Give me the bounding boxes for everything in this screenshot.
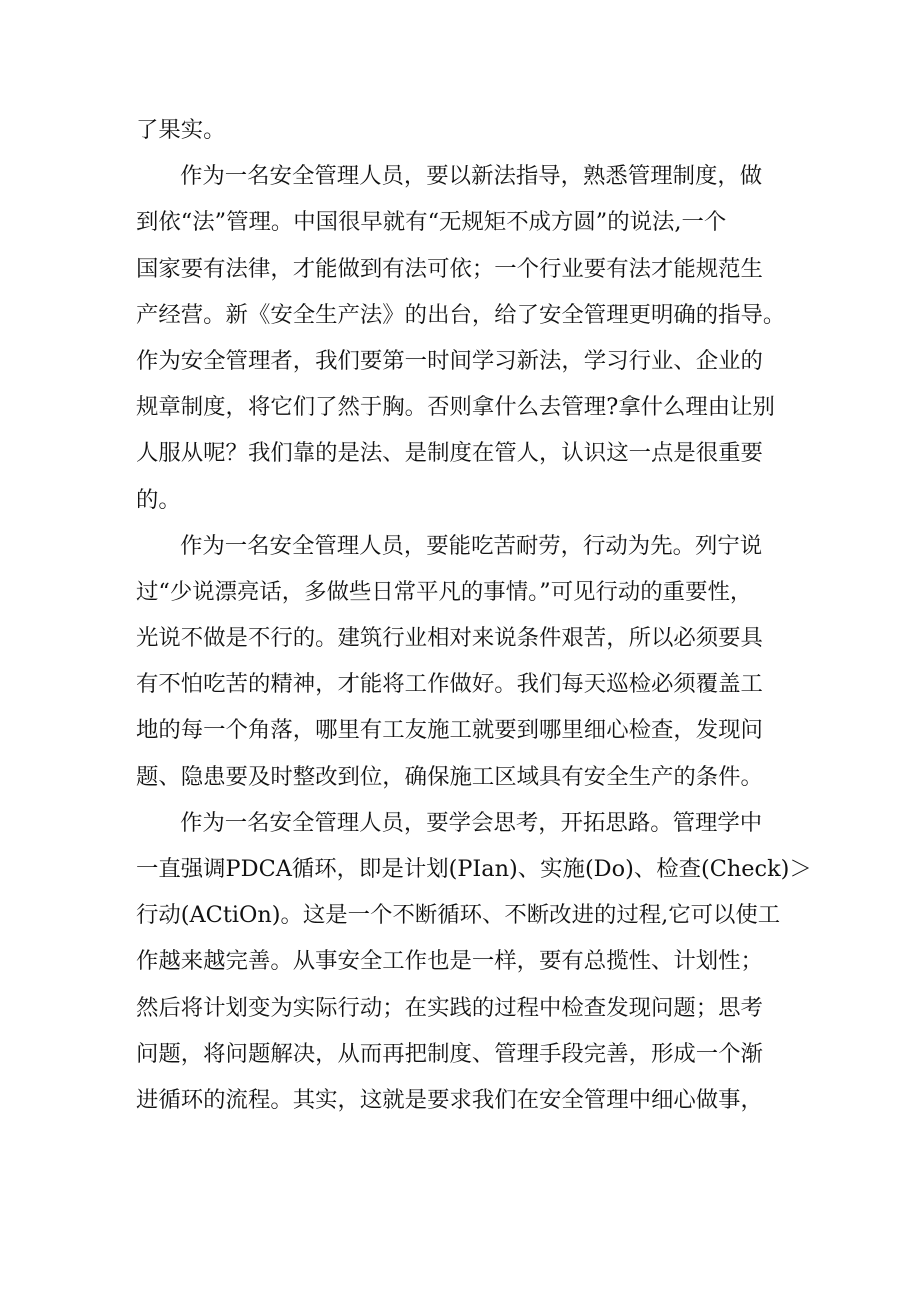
text-line: 问题，将问题解决，从而再把制度、管理手段完善，形成一个渐 [136, 1040, 763, 1067]
text-line: 作为一名安全管理人员，要学会思考，开拓思路。管理学中 [180, 809, 763, 836]
text-line: 有不怕吃苦的精神，才能将工作做好。我们每天巡检必须覆盖工 [136, 671, 763, 698]
text-line: 国家要有法律，才能做到有法可依；一个行业要有法才能规范生 [136, 255, 763, 282]
text-line: 作为一名安全管理人员，要能吃苦耐劳，行动为先。列宁说 [180, 532, 763, 559]
text-line: 光说不做是不行的。建筑行业相对来说条件艰苦，所以必须要具 [136, 625, 763, 652]
text-line: 了果实。 [136, 117, 226, 143]
text-line: 地的每一个角落，哪里有工友施工就要到哪里细心检查，发现问 [136, 717, 763, 744]
text-line: 题、隐患要及时整改到位，确保施工区域具有安全生产的条件。 [136, 763, 763, 790]
text-line: 然后将计划变为实际行动；在实践的过程中检查发现问题；思考 [136, 994, 763, 1021]
text-line: 产经营。新《安全生产法》的出台，给了安全管理更明确的指导。 [136, 301, 786, 328]
text-line: 一直强调PDCA循环，即是计划(PIan)、实施(Do)、检查(Check)＞ [136, 856, 812, 882]
text-line: 进循环的流程。其实，这就是要求我们在安全管理中细心做事， [136, 1086, 763, 1113]
text-line: 作越来越完善。从事安全工作也是一样，要有总揽性、计划性； [136, 948, 763, 975]
text-line: 行动(ACtiOn)。这是一个不断循环、不断改进的过程,它可以使工 [136, 902, 781, 929]
text-line: 的。 [136, 486, 181, 513]
text-line: 作为安全管理者，我们要第一时间学习新法，学习行业、企业的 [136, 347, 763, 374]
text-line: 规章制度，将它们了然于胸。否则拿什么去管理?拿什么理由让别 [136, 394, 775, 421]
text-line: 人服从呢？我们靠的是法、是制度在管人，认识这一点是很重要 [136, 440, 763, 467]
text-line: 到依“法”管理。中国很早就有“无规矩不成方圆”的说法,一个 [136, 209, 727, 236]
text-line: 作为一名安全管理人员，要以新法指导，熟悉管理制度，做 [180, 163, 763, 190]
text-line: 过“少说漂亮话，多做些日常平凡的事情。”可见行动的重要性， [136, 578, 753, 605]
body-text [136, 107, 812, 1123]
